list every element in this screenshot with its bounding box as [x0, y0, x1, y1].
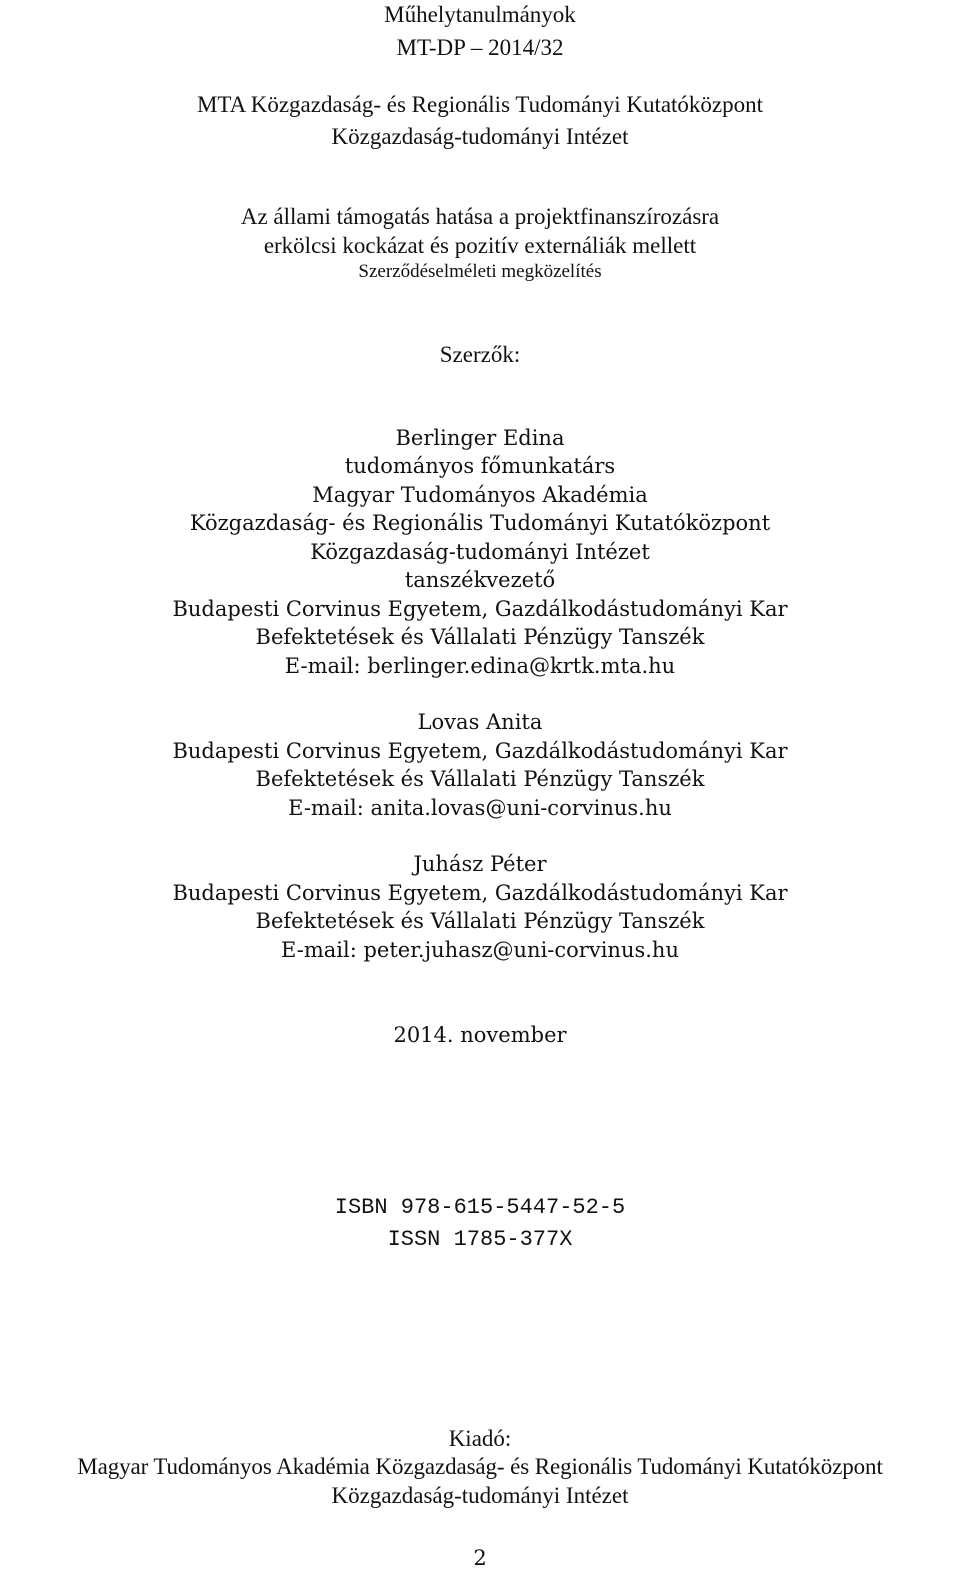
author-email: E-mail: anita.lovas@uni-corvinus.hu — [288, 796, 672, 820]
publisher-line-2: Közgazdaság-tudományi Intézet — [331, 1483, 629, 1508]
author-detail: Magyar Tudományos Akadémia — [312, 483, 648, 507]
paper-number: MT-DP – 2014/32 — [396, 35, 564, 60]
author-detail: Közgazdaság-tudományi Intézet — [310, 540, 650, 564]
authors-heading: Szerzők: — [439, 342, 521, 367]
author-detail: Befektetések és Vállalati Pénzügy Tanszék — [255, 625, 705, 649]
author-name: Berlinger Edina — [395, 426, 565, 450]
author-email: E-mail: berlinger.edina@krtk.mta.hu — [284, 654, 676, 678]
publication-date: 2014. november — [393, 1023, 567, 1047]
publisher-label: Kiadó: — [448, 1426, 512, 1451]
issn: ISSN 1785-377X — [387, 1227, 573, 1252]
author-name: Lovas Anita — [417, 710, 543, 734]
author-email: E-mail: peter.juhasz@uni-corvinus.hu — [281, 938, 679, 962]
title-line-2: erkölcsi kockázat és pozitív externáliák mellett — [263, 233, 697, 258]
author-detail: tudományos főmunkatárs — [344, 454, 616, 478]
author-detail: Budapesti Corvinus Egyetem, Gazdálkodástudományi Kar — [172, 739, 788, 763]
author-detail: Budapesti Corvinus Egyetem, Gazdálkodástudományi Kar — [172, 881, 788, 905]
author-detail: Befektetések és Vállalati Pénzügy Tanszék — [255, 767, 705, 791]
series-name: Műhelytanulmányok — [384, 2, 576, 27]
author-name: Juhász Péter — [413, 852, 547, 876]
institution-line-1: MTA Közgazdaság- és Regionális Tudományi Kutatóközpont — [196, 92, 764, 117]
author-detail: tanszékvezető — [404, 568, 556, 592]
subtitle: Szerződéselméleti megközelítés — [358, 261, 602, 282]
author-detail: Befektetések és Vállalati Pénzügy Tanszék — [255, 909, 705, 933]
isbn: ISBN 978-615-5447-52-5 — [334, 1195, 626, 1220]
publisher-line-1: Magyar Tudományos Akadémia Közgazdaság- és Regionális Tudományi Kutatóközpont — [77, 1454, 883, 1479]
page-number: 2 — [473, 1546, 487, 1570]
title-line-1: Az állami támogatás hatása a projektfinanszírozásra — [240, 204, 720, 229]
institution-line-2: Közgazdaság-tudományi Intézet — [331, 124, 629, 149]
author-detail: Budapesti Corvinus Egyetem, Gazdálkodástudományi Kar — [172, 597, 788, 621]
author-detail: Közgazdaság- és Regionális Tudományi Kutatóközpont — [189, 511, 771, 535]
